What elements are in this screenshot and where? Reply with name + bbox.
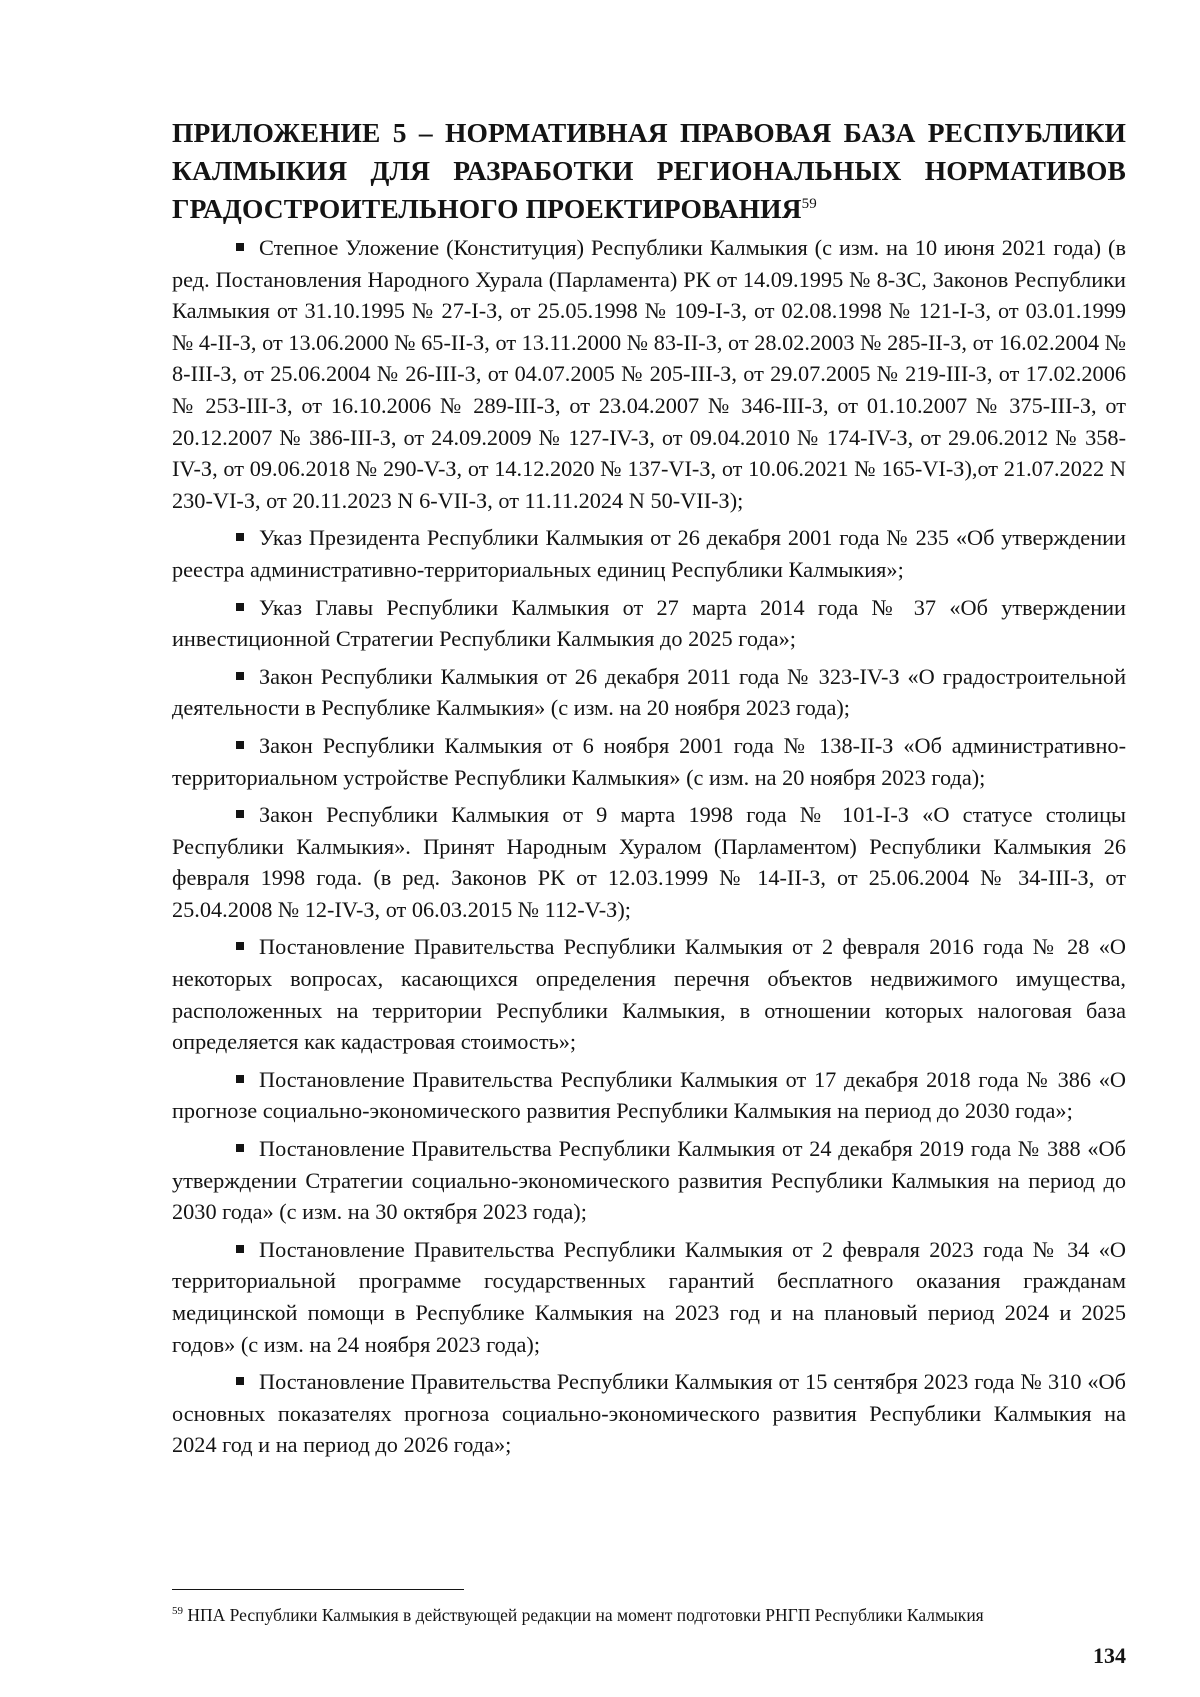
list-item	[172, 799, 1126, 925]
list-item	[172, 1133, 1126, 1228]
bullet-icon	[236, 1144, 244, 1152]
footnote	[172, 1604, 1126, 1626]
appendix-heading-text: ПРИЛОЖЕНИЕ 5 – НОРМАТИВНАЯ ПРАВОВАЯ БАЗА РЕСПУБЛИКИ КАЛМЫКИЯ ДЛЯ РАЗРАБОТКИ РЕГИОНАЛЬНЫХ НОРМАТИВОВ ГРАДОСТРОИТЕЛЬНОГО ПРОЕКТИРОВАНИЯ	[172, 117, 1126, 224]
list-item	[172, 1234, 1126, 1360]
list-item	[172, 592, 1126, 655]
list-item	[172, 931, 1126, 1057]
list-item-text: Постановление Правительства Республики Калмыкия от 17 декабря 2018 года № 386 «О прогнозе социально-экономического развития Республики Калмыкия на период до 2030 года»;	[172, 1066, 1126, 1124]
page-number: 134	[1093, 1643, 1126, 1668]
bullet-icon	[236, 672, 244, 680]
bullet-icon	[236, 1245, 244, 1253]
bullet-icon	[236, 942, 244, 950]
footnote-number: 59	[172, 1605, 183, 1618]
bullet-icon	[236, 533, 244, 541]
footnote-reference: 59	[801, 195, 817, 212]
list-item-text: Постановление Правительства Республики Калмыкия от 2 февраля 2016 года № 28 «О некоторых вопросах, касающихся определения перечня объектов недвижимого имущества, расположенных на территории Республики Калмыкия, в отношении которых налоговая база определяется как кадастровая стоимость»;	[172, 934, 1126, 1055]
list-item-text: Закон Республики Калмыкия от 9 марта 1998 года № 101-I-З «О статусе столицы Республики Калмыкия». Принят Народным Хуралом (Парламентом) Республики Калмыкия 26 февраля 1998 года. (в ред. Законов РК от 12.03.1999 № 14-II-З, от 25.06.2004 № 34-III-З, от 25.04.2008 № 12-IV-З, от 06.03.2015 № 112-V-З);	[172, 802, 1126, 922]
list-item-text: Закон Республики Калмыкия от 6 ноября 2001 года № 138-II-З «Об административно-территориальном устройстве Республики Калмыкия» (с изм. на 20 ноября 2023 года);	[172, 732, 1126, 790]
list-item	[172, 661, 1126, 724]
list-item-text: Указ Главы Республики Калмыкия от 27 марта 2014 года № 37 «Об утверждении инвестиционной Стратегии Республики Калмыкия до 2025 года»;	[172, 594, 1126, 652]
bullet-icon	[236, 810, 244, 818]
list-item-text: Указ Президента Республики Калмыкия от 26 декабря 2001 года № 235 «Об утверждении реестра административно-территориальных единиц Республики Калмыкия»;	[172, 525, 1126, 582]
list-item	[172, 730, 1126, 793]
bullet-icon	[236, 1377, 244, 1385]
list-item-text: Закон Республики Калмыкия от 26 декабря 2011 года № 323-IV-З «О градостроительной деятельности в Республике Калмыкия» (с изм. на 20 ноября 2023 года);	[172, 663, 1126, 721]
document-page	[172, 114, 1126, 1668]
list-item-text: Постановление Правительства Республики Калмыкия от 24 декабря 2019 года № 388 «Об утверждении Стратегии социально-экономического развития Республики Калмыкия на период до 2030 года» (с изм. на 30 октября 2023 года);	[172, 1136, 1126, 1225]
list-item	[172, 1366, 1126, 1461]
appendix-heading	[172, 114, 1126, 228]
legal-acts-list	[172, 232, 1126, 1461]
list-item-text: Постановление Правительства Республики Калмыкия от 15 сентября 2023 года № 310 «Об основных показателях прогноза социально-экономического развития Республики Калмыкия на 2024 год и на период до 2026 года»;	[172, 1369, 1126, 1458]
list-item	[172, 232, 1126, 516]
list-item	[172, 522, 1126, 585]
bullet-icon	[236, 741, 244, 749]
list-item-text: Постановление Правительства Республики Калмыкия от 2 февраля 2023 года № 34 «О территориальной программе государственных гарантий бесплатного оказания гражданам медицинской помощи в Республике Калмыкия на 2023 год и на плановый период 2024 и 2025 годов» (с изм. на 24 ноября 2023 года);	[172, 1236, 1126, 1357]
footnote-divider	[172, 1589, 464, 1590]
list-item	[172, 1064, 1126, 1127]
footnote-text: НПА Республики Калмыкия в действующей редакции на момент подготовки РНГП Республики Калмыкия	[183, 1605, 984, 1625]
bullet-icon	[236, 603, 244, 611]
bullet-icon	[236, 1075, 244, 1083]
bullet-icon	[236, 243, 244, 251]
list-item-text: Степное Уложение (Конституция) Республики Калмыкия (с изм. на 10 июня 2021 года) (в ред. Постановления Народного Хурала (Парламента) РК от 14.09.1995 № 8-ЗС, Законов Республики Калмыкия от 31.10.1995 № 27-I-З, от 25.05.1998 № 109-I-З, от 02.08.1998 № 121-I-З, от 03.01.1999 № 4-II-З, от 13.06.2000 № 65-II-З, от 13.11.2000 № 83-II-З, от 28.02.2003 № 285-II-З, от 16.02.2004 № 8-III-З, от 25.06.2004 № 26-III-З, от 04.07.2005 № 205-III-З, от 29.07.2005 № 219-III-З, от 17.02.2006 № 253-III-З, от 16.10.2006 № 289-III-З, от 23.04.2007 № 346-III-З, от 01.10.2007 № 375-III-З, от 20.12.2007 № 386-III-З, от 24.09.2009 № 127-IV-З, от 09.04.2010 № 174-IV-З, от 29.06.2012 № 358-IV-З, от 09.06.2018 № 290-V-З, от 14.12.2020 № 137-VI-З, от 10.06.2021 № 165-VI-З),от 21.07.2022 N 230-VI-З, от 20.11.2023 N 6-VII-З, от 11.11.2024 N 50-VII-З);	[172, 235, 1126, 513]
